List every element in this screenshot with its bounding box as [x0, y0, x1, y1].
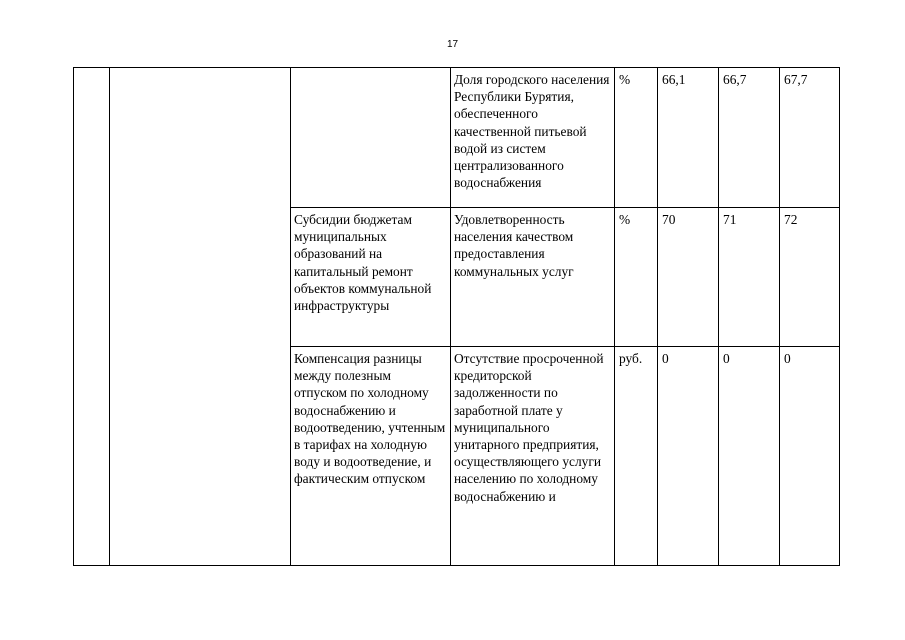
- value-year-2-cell: 66,7: [719, 68, 780, 208]
- value-year-1-cell: 66,1: [658, 68, 719, 208]
- number-cell: [74, 68, 110, 566]
- program-cell: [110, 68, 291, 566]
- activity-cell: Субсидии бюджетам муниципальных образований на капитальный ремонт объектов коммунальной инфраструктуры: [291, 208, 451, 347]
- activity-cell: [291, 68, 451, 208]
- activity-cell: Компенсация разницы между полезным отпуском по холодному водоснабжению и водоотведению, учтенным в тарифах на холодную воду и водоотведение, и фактическим отпуском: [291, 347, 451, 566]
- value-year-1-cell: 70: [658, 208, 719, 347]
- value-year-2-cell: 0: [719, 347, 780, 566]
- value-year-3-cell: 67,7: [780, 68, 840, 208]
- page-number: 17: [446, 39, 459, 50]
- program-indicators-table: [73, 67, 840, 566]
- unit-cell: %: [615, 68, 658, 208]
- value-year-2-cell: 71: [719, 208, 780, 347]
- unit-cell: %: [615, 208, 658, 347]
- value-year-1-cell: 0: [658, 347, 719, 566]
- value-year-3-cell: 72: [780, 208, 840, 347]
- indicator-cell: Удовлетворенность населения качеством предоставления коммунальных услуг: [451, 208, 615, 347]
- indicator-cell: Доля городского населения Республики Бурятия, обеспеченного качественной питьевой водой из систем централизованного водоснабжения: [451, 68, 615, 208]
- unit-cell: руб.: [615, 347, 658, 566]
- indicator-cell: Отсутствие просроченной кредиторской задолженности по заработной плате у муниципального унитарного предприятия, осуществляющего услуги населению по холодному водоснабжению и: [451, 347, 615, 566]
- value-year-3-cell: 0: [780, 347, 840, 566]
- table-row: [74, 68, 840, 208]
